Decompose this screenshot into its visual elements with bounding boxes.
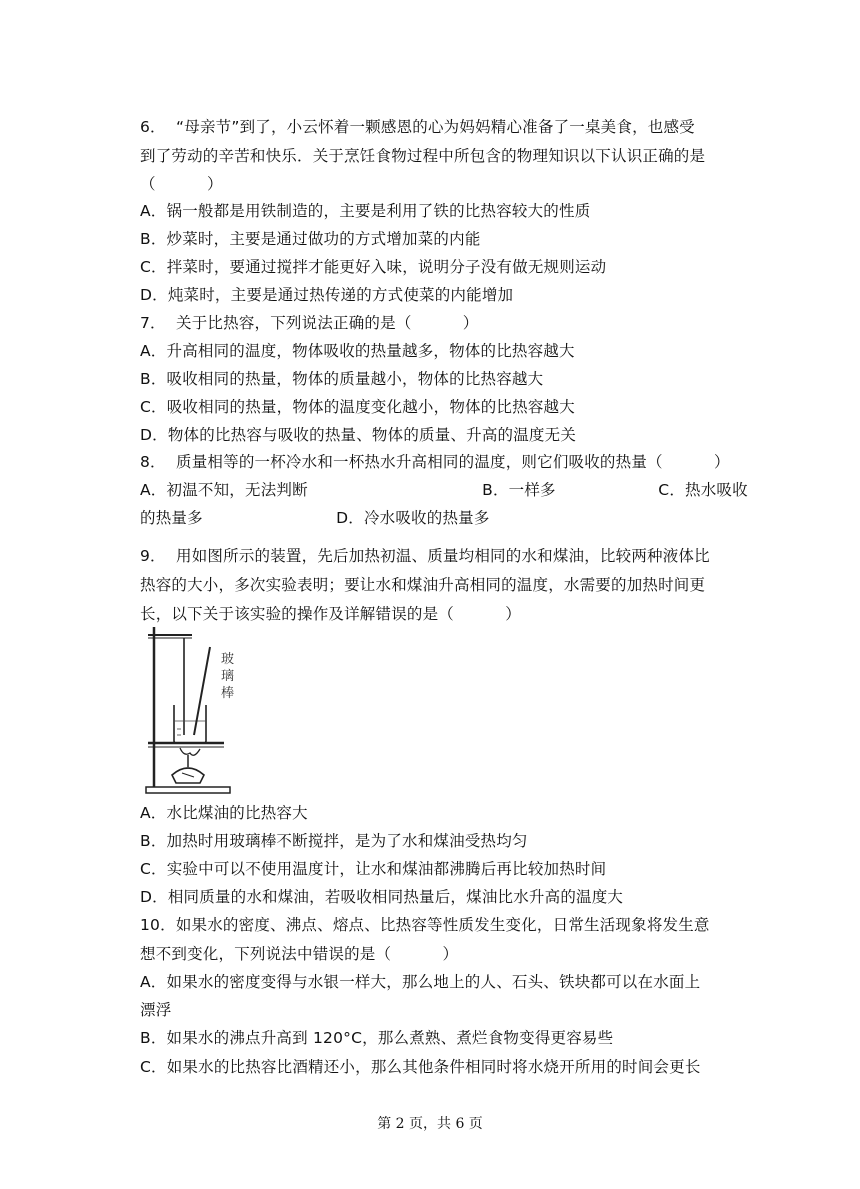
q6-option-b: B．炒菜时，主要是通过做功的方式增加菜的内能 [140,230,481,248]
q7-option-b: B．吸收相同的热量，物体的质量越小，物体的比热容越大 [140,370,544,388]
beaker [174,705,206,743]
glass-rod-label-char-1: 玻 [221,652,235,667]
q8-stem: 8． 质量相等的一杯冷水和一杯热水升高相同的温度，则它们吸收的热量（ ） [140,453,730,471]
q6-answer-blank: （ ） [140,175,223,193]
q10-option-a-line-2: 漂浮 [140,1001,172,1019]
q8-options-line-2: 的热量多 D．冷水吸收的热量多 [140,509,490,527]
q7-option-d: D．物体的比热容与吸收的热量、物体的质量、升高的温度无关 [140,426,577,444]
q7-stem: 7． 关于比热容，下列说法正确的是（ ） [140,314,479,332]
q6-stem-line-2: 到了劳动的辛苦和快乐．关于烹饪食物过程中所包含的物理知识以下认识正确的是 [140,147,706,165]
q9-stem-line-3: 长，以下关于该实验的操作及详解错误的是（ ） [140,605,521,623]
q9-option-a: A．水比煤油的比热容大 [140,804,308,822]
q6-stem-line-1: 6． “母亲节”到了，小云怀着一颗感恩的心为妈妈精心准备了一桌美食，也感受 [140,118,695,136]
q6-option-a: A．锅一般都是用铁制造的，主要是利用了铁的比热容较大的性质 [140,202,591,220]
q9-option-d: D．相同质量的水和煤油，若吸收相同热量后，煤油比水升高的温度大 [140,888,624,906]
heating-apparatus-figure [144,625,235,795]
q9-option-b: B．加热时用玻璃棒不断搅拌，是为了水和煤油受热均匀 [140,832,528,850]
q9-stem-line-2: 热容的大小，多次实验表明；要让水和煤油升高相同的温度，水需要的加热时间更 [140,576,706,594]
q10-option-c: C．如果水的比热容比酒精还小，那么其他条件相同时将水烧开所用的时间会更长 [140,1058,701,1076]
q7-option-c: C．吸收相同的热量，物体的温度变化越小，物体的比热容越大 [140,398,575,416]
q10-option-b: B．如果水的沸点升高到 120°C，那么煮熟、煮烂食物变得更容易些 [140,1029,614,1047]
q10-stem-line-1: 10．如果水的密度、沸点、熔点、比热容等性质发生变化，日常生活现象将发生意 [140,916,710,934]
flame [180,748,200,755]
q10-option-a-line-1: A．如果水的密度变得与水银一样大，那么地上的人、石头、铁块都可以在水面上 [140,973,701,991]
q9-option-c: C．实验中可以不使用温度计，让水和煤油都沸腾后再比较加热时间 [140,860,607,878]
q10-stem-line-2: 想不到变化，下列说法中错误的是（ ） [140,945,459,963]
q8-options-line-1: A．初温不知，无法判断 B．一样多 C．热水吸收 [140,481,748,499]
q7-option-a: A．升高相同的温度，物体吸收的热量越多，物体的比热容越大 [140,342,575,360]
q6-option-c: C．拌菜时，要通过搅拌才能更好入味，说明分子没有做无规则运动 [140,258,607,276]
glass-rod [194,647,210,735]
page-footer: 第 2 页，共 6 页 [377,1116,483,1132]
glass-rod-label-char-2: 璃 [221,669,235,684]
q6-option-d: D．炖菜时，主要是通过热传递的方式使菜的内能增加 [140,286,514,304]
stand-base [146,787,230,793]
glass-rod-label-char-3: 棒 [221,686,235,701]
q9-stem-line-1: 9． 用如图所示的装置，先后加热初温、质量均相同的水和煤油，比较两种液体比 [140,547,710,565]
